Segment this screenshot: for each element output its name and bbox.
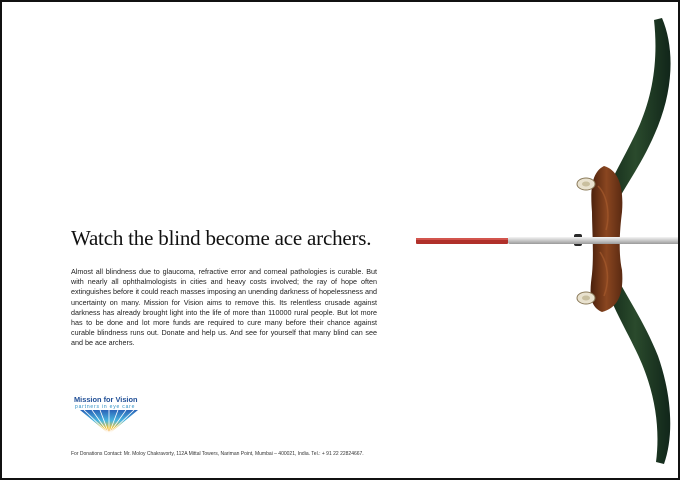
mission-for-vision-logo [72,395,152,440]
body-copy: Almost all blindness due to glaucoma, refractive error and corneal pathologies is curable. But with nearly all ophthalmologists in cities and heavy costs involved; the ray of hope often extinguishes before it could reach masses imposing an unending darkness of hopelessness and uncertainty on many. Mission for Vision aims to remove this. Its relentless crusade against darkness has already brought light into the life of more than 110000 rural people. But lot more has to be done and lot more funds are required to cure many before their chance against curable blindness runs out. Donate and help us. And see for yourself that many blind can see and be ace archers. [71,267,377,348]
bow-and-arrow-illustration [412,16,680,468]
headline: Watch the blind become ace archers. [71,226,372,250]
eye-ray-triangle-icon [80,410,138,434]
arrow-shaft [508,237,680,244]
donation-contact: For Donations Contact: Mr. Moloy Chakravorty, 112A Mittal Towers, Nariman Point, Mumbai – 400021, India. Tel.: + 91 22 22824667. [71,451,364,457]
logo-tagline: partners in eye care [75,404,136,410]
logo-name: Mission for Vision [74,395,138,404]
